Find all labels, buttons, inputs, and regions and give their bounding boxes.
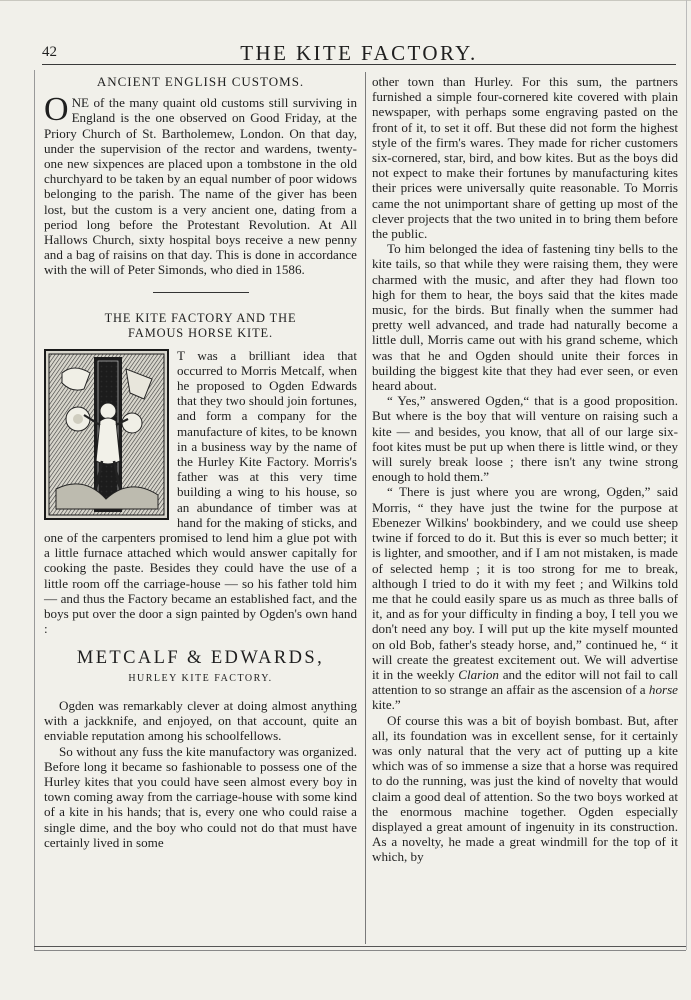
kite-paragraph-1: T was a brilliant idea that occurred to Morris Metcalf, when he proposed to Ogden Edwards that they two should join fortunes, and form a company for the manufacture of kites, to be known in a business way by the name of the Hurley Kite Factory. Morris's father was at this very time building a wing to his house, so an abundance of timber was at hand for the making of sticks, and one of the carpenters promised to lend him a glue pot with a little furnace attached which would answer capitally for cooking the paste. Besides they could have the use of a little room off the carriage-house — so his father told him — and thus the Factory became an established fact, and the boys put over the door a sign painted by Ogden's own hand :: [44, 347, 357, 637]
page-header: [42, 38, 676, 65]
para4-part-a: “ There is just where you are wrong, Ogden,” said Morris, “ they have just the twine for the purpose at Ebenezer Wilkins' bookbindery, and we could use sheep twine if forced to do it. But this is ever so much better; it is lighter, and smoother, and if I am not mistaken, is made of selected hemp ; it is too strong for me to break, although I tried to do it with my feet ; and Wilkins told me that he could easily spare us as much as three balls of it, and as for your difficulty in finding a boy, I tell you we don't need any boy. I will put up the kite myself mounted on old Bob, father's steady horse, and,” continued he, “ it will create the greatest excitement out. We will advertise it in the weekly: [372, 484, 678, 682]
article-title-customs: ANCIENT ENGLISH CUSTOMS.: [96, 74, 305, 89]
left-rule: [34, 70, 35, 950]
left-column: [44, 74, 357, 850]
right-column: [372, 74, 678, 865]
running-title: THE KITE FACTORY.: [240, 41, 478, 65]
column-divider: [365, 72, 366, 944]
bottom-rule-2: [34, 950, 686, 951]
right-paragraph-5: Of course this was a bit of boyish bombast. But, after all, its foundation was in excellent sense, for it certainly was only natural that the very act of putting up a kite which was of so immense a size that a horse was required to do the running, was just the kind of novelty that would claim a good deal of attention. So the two boys worked at the enormous machine together. Ogden especially displayed a great amount of ingenuity in its construction. As a novelty, he made a great windmill for the top of it which, by: [372, 712, 678, 865]
article-title-line1: THE KITE FACTORY AND THE: [104, 310, 297, 325]
right-paragraph-1: other town than Hurley. For this sum, the partners furnished a simple four-cornered kite covered with plain newspaper, with perhaps some engraving pasted on the front of it, to set it off. But these did not form the highest style of the firm's wares. They made for richer customers six-cornered, star, bird, and bow kites. But as the boys did not expect to make their fortunes by manufacturing kites their prices were universally quite reasonable. To Morris came the not unimportant share of getting up most of the clever projects that the two united in to bring them before the public.: [372, 74, 678, 242]
kite-paragraph-3: So without any fuss the kite manufactory was organized. Before long it became so fashionable to possess one of the Hurley kites that you could have seen almost every boy in town coming away from the carriage-house with some kind of a kite in his hands; that is, every one who could raise a single dime, and the boy who could not do that must have certainly lived in some: [44, 743, 357, 850]
right-rule: [686, 0, 687, 950]
section-divider: [153, 292, 249, 293]
article-title-line2: FAMOUS HORSE KITE.: [127, 325, 274, 340]
horse-italic: horse: [648, 682, 678, 698]
page-number: 42: [42, 44, 57, 60]
para4-part-b: and the editor will not fail to call attention to so strange an affair as the ascension of a: [372, 666, 678, 698]
scan-edge: [0, 0, 691, 1]
customs-paragraph: [44, 91, 357, 278]
para4-part-c: kite.”: [372, 697, 401, 713]
shop-sign-line2: HURLEY KITE FACTORY.: [128, 672, 273, 684]
clarion-italic: Clarion: [458, 666, 499, 682]
article-title-kite: [44, 311, 357, 341]
right-paragraph-3: “ Yes,” answered Ogden,“ that is a good proposition. But where is the boy that will venture on raising such a kite — and besides, you know, that all of our large six-foot kites must be put up when there is little wind, or they will surely break loose ; there isn't any twine strong enough to hold them.”: [372, 393, 678, 485]
decorative-initial-i-illustration: [44, 349, 169, 520]
drop-cap-o: O: [44, 91, 69, 129]
right-paragraph-2: To him belonged the idea of fastening tiny bells to the kite tails, so that while they were raising them, they were charmed with the music, and after they had flown too high for them to hear, the boys said that the kites made music, for the birds. But finally when the summer had pretty well advanced, and trade had naturally become a little dull, Morris came out with his grand scheme, which was that he and Ogden should unite their forces in building the biggest kite that they had ever seen, or even heard about.: [372, 241, 678, 394]
kite-paragraph-2: Ogden was remarkably clever at doing almost anything with a jackknife, and enjoyed, on that account, quite an enviable reputation among his schoolfellows.: [44, 697, 357, 744]
right-paragraph-4: [372, 484, 678, 712]
bottom-rule: [34, 946, 686, 947]
customs-text: NE of the many quaint old customs still surviving in England is the one observed on Good Friday, at the Priory Church of St. Bartholemew, London. On that day, under the supervision of the rector and wardens, twenty-one new sixpences are placed upon a tombstone in the old churchyard to be taken by an equal number of poor widows belonging to the parish. The name of the giver has been lost, but the custom is a very ancient one, dating from a period long before the Protestant Revolution. At All Hallows Church, sixty hospital boys receive a new penny and a bag of raisins on that day. This is done in accordance with the will of Peter Simonds, who died in 1586.: [44, 95, 357, 278]
shop-sign-line1: METCALF & EDWARDS,: [76, 647, 325, 668]
